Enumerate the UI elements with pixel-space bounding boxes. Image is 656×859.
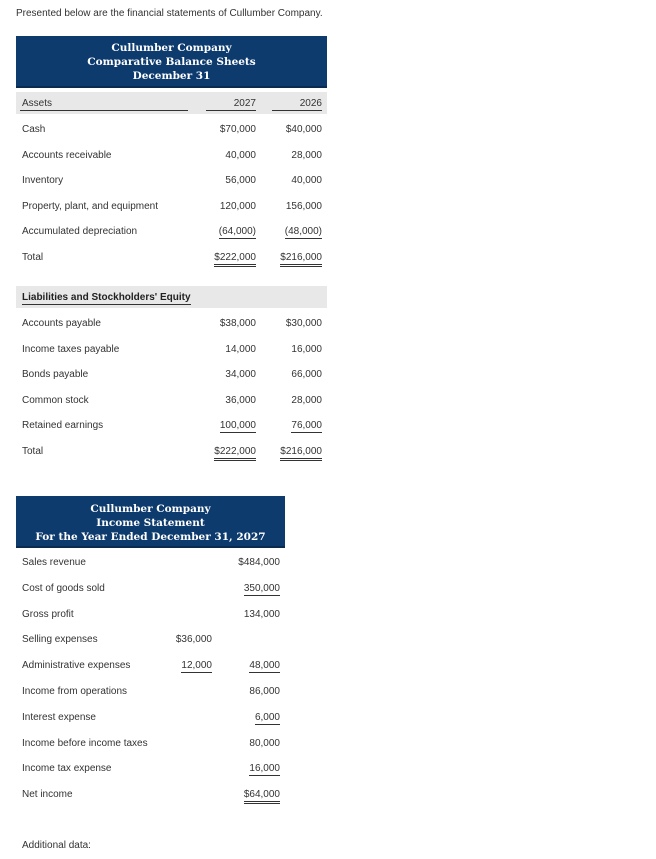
is-row-label: Income from operations	[22, 686, 128, 697]
assets-row-2027: 40,000	[225, 149, 256, 161]
assets-row-2027: 56,000	[225, 175, 256, 186]
liabilities-row-2027: 36,000	[225, 394, 256, 406]
is-row-label: Cost of goods sold	[22, 582, 105, 594]
is-row-label: Interest expense	[22, 711, 96, 723]
assets-row-label: Accumulated depreciation	[22, 226, 138, 237]
bs-title: Comparative Balance Sheets	[87, 56, 256, 68]
is-title: Income Statement	[96, 517, 205, 529]
liabilities-row-label: Retained earnings	[22, 420, 104, 431]
assets-row-2027: (64,000)	[218, 226, 256, 237]
is-row-label: Income before income taxes	[22, 737, 148, 749]
liabilities-row-2026: 76,000	[291, 420, 322, 431]
balance-sheet-header	[16, 36, 327, 88]
liabilities-row-2026: 28,000	[291, 394, 322, 406]
assets-row-label: Total	[22, 251, 44, 263]
assets-row-label: Inventory	[22, 175, 64, 186]
liabilities-row-label: Income taxes payable	[22, 343, 120, 355]
liabilities-row-2027: $38,000	[219, 318, 256, 329]
liabilities-row-2026: 16,000	[291, 343, 322, 355]
is-row-outer-amount: 16,000	[249, 763, 280, 775]
is-row-inner-amount: 12,000	[181, 660, 212, 672]
is-row-outer-amount: 350,000	[243, 582, 280, 594]
is-period: For the Year Ended December 31, 2027	[35, 531, 266, 543]
assets-row-2026: $216,000	[262, 252, 322, 263]
bs-date: December 31	[132, 70, 211, 82]
additional-data-label: Additional data:	[22, 840, 91, 851]
liabilities-row-label: Total	[22, 445, 44, 457]
is-row-outer-amount: 86,000	[249, 686, 280, 697]
assets-row-2027: $222,000	[196, 252, 256, 263]
assets-row-label: Property, plant, and equipment	[22, 200, 159, 212]
assets-row-2027: 120,000	[219, 200, 256, 212]
is-row-label: Selling expenses	[22, 634, 98, 646]
liabilities-label: Liabilities and Stockholders' Equity	[22, 292, 191, 303]
liabilities-row-2026: $216,000	[262, 446, 322, 457]
is-row-outer-amount: 80,000	[249, 737, 280, 749]
is-row-label: Gross profit	[22, 608, 74, 620]
is-row-label: Income tax expense	[22, 763, 112, 775]
col-2027-header: 2027	[233, 98, 256, 109]
liabilities-row-2026: 66,000	[291, 369, 322, 380]
assets-row-2026: 156,000	[285, 200, 322, 212]
is-row-outer-amount: $64,000	[220, 789, 280, 800]
liabilities-row-2027: 100,000	[219, 420, 256, 431]
assets-row-2027: $70,000	[219, 124, 256, 135]
income-statement-header	[16, 496, 285, 548]
liabilities-row-label: Accounts payable	[22, 318, 101, 329]
assets-row-2026: 40,000	[291, 175, 322, 186]
assets-label: Assets	[22, 98, 53, 109]
liabilities-row-2027: 14,000	[225, 343, 256, 355]
is-row-label: Sales revenue	[22, 557, 86, 568]
is-company-name: Cullumber Company	[90, 503, 211, 515]
intro-text: Presented below are the financial statements of Cullumber Company.	[16, 8, 323, 19]
is-row-outer-amount: 6,000	[254, 711, 280, 723]
is-row-inner-amount: $36,000	[175, 634, 212, 646]
is-row-outer-amount: 48,000	[249, 660, 280, 672]
col-2026-header: 2026	[299, 98, 322, 109]
is-row-label: Administrative expenses	[22, 660, 131, 672]
liabilities-row-label: Bonds payable	[22, 369, 89, 380]
assets-row-label: Cash	[22, 124, 46, 135]
is-row-outer-amount: 134,000	[243, 608, 280, 620]
assets-row-2026: 28,000	[291, 149, 322, 161]
liabilities-row-2027: 34,000	[225, 369, 256, 380]
assets-row-2026: $40,000	[285, 124, 322, 135]
liabilities-row-2027: $222,000	[196, 446, 256, 457]
liabilities-row-label: Common stock	[22, 394, 89, 406]
is-row-outer-amount: $484,000	[238, 557, 280, 568]
assets-row-label: Accounts receivable	[22, 149, 112, 161]
liabilities-row-2026: $30,000	[285, 318, 322, 329]
is-row-label: Net income	[22, 789, 73, 801]
bs-company-name: Cullumber Company	[111, 42, 232, 54]
assets-row-2026: (48,000)	[284, 226, 322, 237]
